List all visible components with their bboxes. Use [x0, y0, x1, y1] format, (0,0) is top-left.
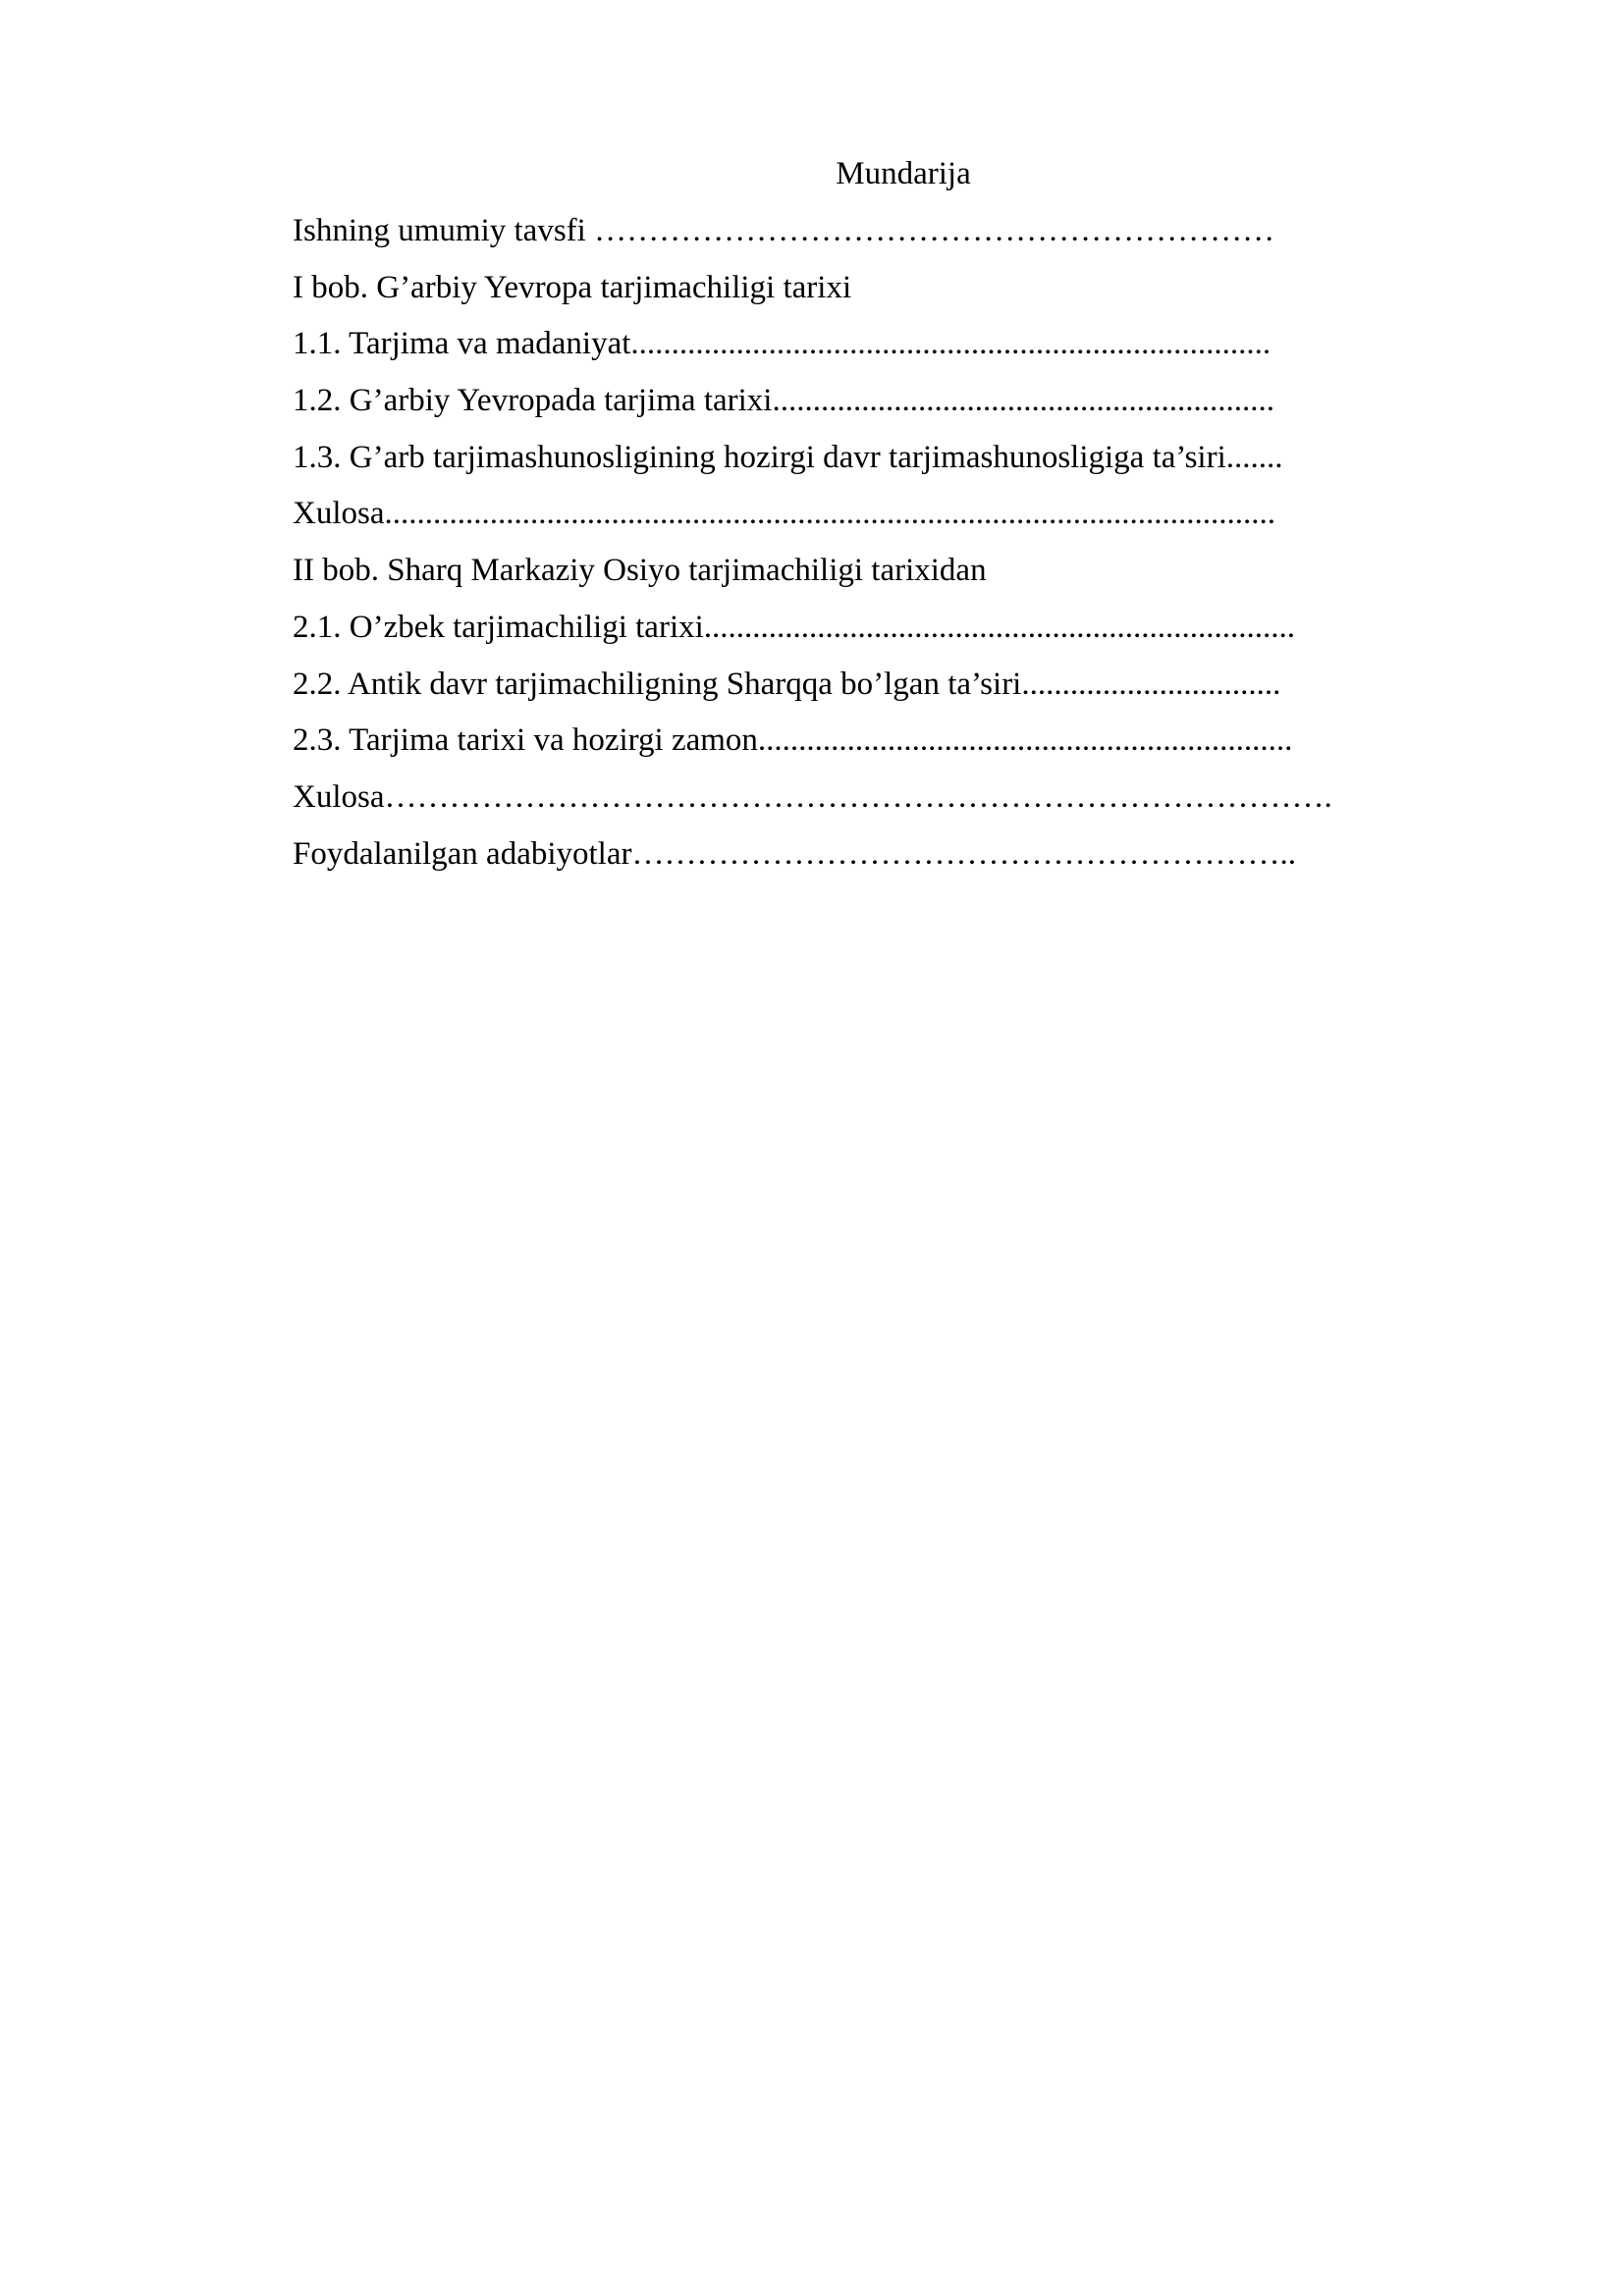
- toc-entry-work-description: Ishning umumiy tavsfi ………………………………………………………: [293, 213, 1275, 248]
- toc-entry-section-2-3: 2.3. Tarjima tarixi va hozirgi zamon..................................................................: [293, 722, 1293, 759]
- toc-entry-section-1-3: 1.3. G’arb tarjimashunosligining hozirgi davr tarjimashunosligiga ta’siri.......: [293, 439, 1283, 475]
- toc-entry-chapter-2: II bob. Sharq Markaziy Osiyo tarjimachiligi tarixidan: [293, 553, 987, 589]
- toc-entry-section-2-2: 2.2. Antik davr tarjimachiligning Sharqqa bo’lgan ta’siri................................: [293, 666, 1281, 702]
- toc-entry-conclusion-2: Xulosa…………………………………………………………………………….: [293, 778, 1332, 815]
- toc-title: Mundarija: [836, 156, 971, 191]
- toc-entry-section-1-1: 1.1. Tarjima va madaniyat...............................................................................: [293, 326, 1272, 362]
- toc-entry-section-2-1: 2.1. O’zbek tarjimachiligi tarixi.........................................................................: [293, 609, 1296, 645]
- toc-entry-section-1-2: 1.2. G’arbiy Yevropada tarjima tarixi..............................................................: [293, 383, 1274, 419]
- toc-entry-chapter-1: I bob. G’arbiy Yevropa tarjimachiligi tarixi: [293, 269, 852, 305]
- table-of-contents: [293, 208, 1332, 887]
- toc-entry-bibliography: Foydalanilgan adabiyotlar……………………………………………………..: [293, 835, 1296, 872]
- toc-entry-conclusion-1: Xulosa..............................................................................................................: [293, 496, 1275, 532]
